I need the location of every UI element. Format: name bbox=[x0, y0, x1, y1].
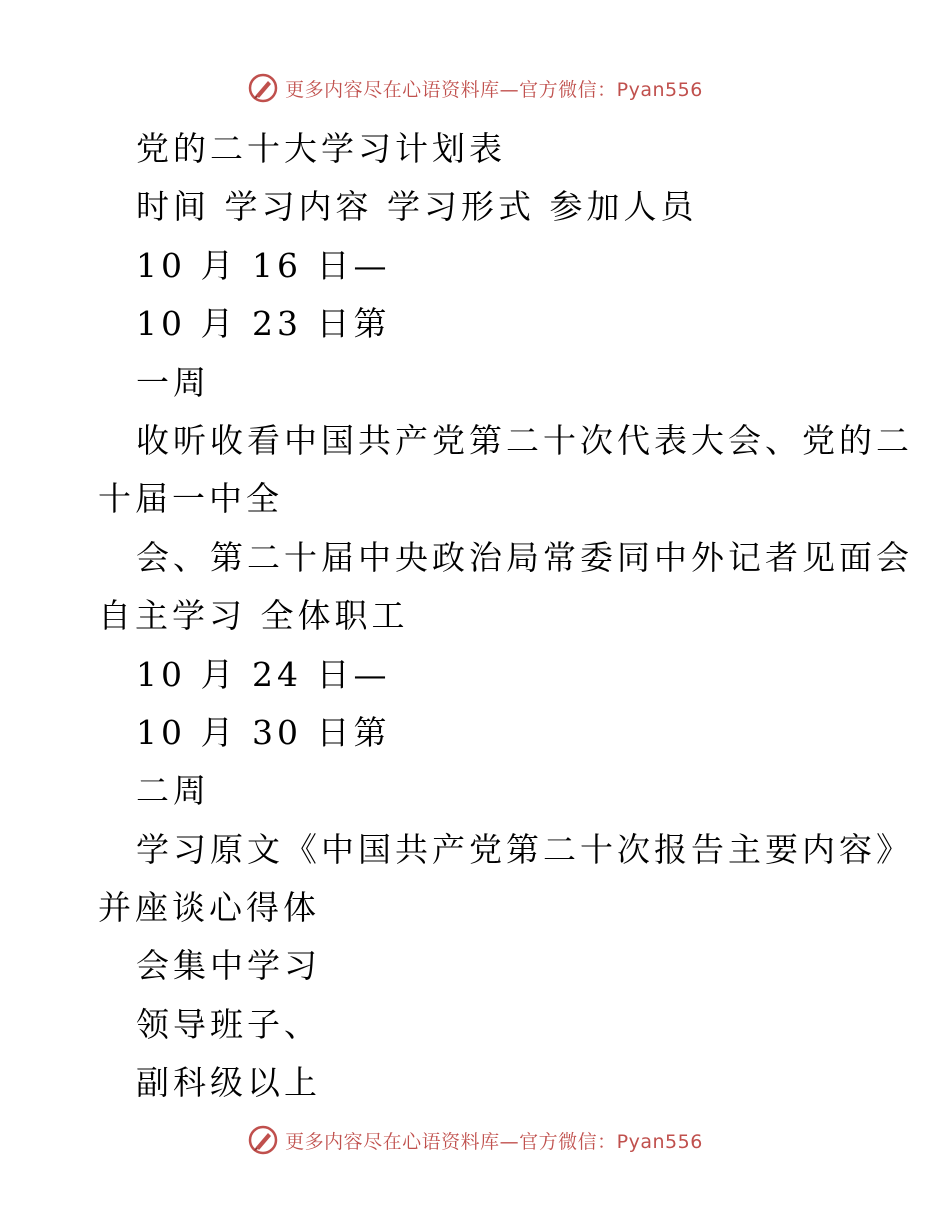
text-line: 二周 bbox=[136, 771, 210, 811]
text-line: 党的二十大学习计划表 bbox=[136, 129, 506, 168]
text-line: 会、第二十届中央政治局常委同中外记者见面会 bbox=[136, 537, 913, 577]
footer-watermark bbox=[0, 1120, 950, 1160]
text-line: 并座谈心得体 bbox=[98, 888, 320, 928]
text-line: 副科级以上 bbox=[136, 1063, 321, 1103]
document-body bbox=[98, 120, 913, 1113]
text-line: 领导班子、 bbox=[136, 1004, 321, 1044]
text-line: 10 月 16 日— bbox=[136, 245, 391, 285]
text-line: 学习原文《中国共产党第二十次报告主要内容》 bbox=[136, 829, 913, 869]
pen-logo-icon bbox=[247, 72, 279, 104]
text-line: 10 月 24 日— bbox=[136, 654, 391, 694]
text-line: 十届一中全 bbox=[98, 479, 283, 519]
text-line: 10 月 30 日第 bbox=[136, 712, 391, 752]
text-line: 会集中学习 bbox=[136, 946, 321, 986]
text-line: 自主学习 全体职工 bbox=[98, 596, 409, 636]
watermark-text: 更多内容尽在心语资料库—官方微信：Pyan556 bbox=[285, 1130, 703, 1153]
pen-logo-icon bbox=[247, 1124, 279, 1156]
text-line: 一周 bbox=[136, 362, 210, 402]
text-line: 时间 学习内容 学习形式 参加人员 bbox=[136, 187, 698, 227]
text-line: 收听收看中国共产党第二十次代表大会、党的二 bbox=[136, 420, 913, 460]
header-watermark bbox=[0, 68, 950, 108]
watermark-text: 更多内容尽在心语资料库—官方微信：Pyan556 bbox=[285, 78, 703, 101]
text-line: 10 月 23 日第 bbox=[136, 304, 391, 344]
